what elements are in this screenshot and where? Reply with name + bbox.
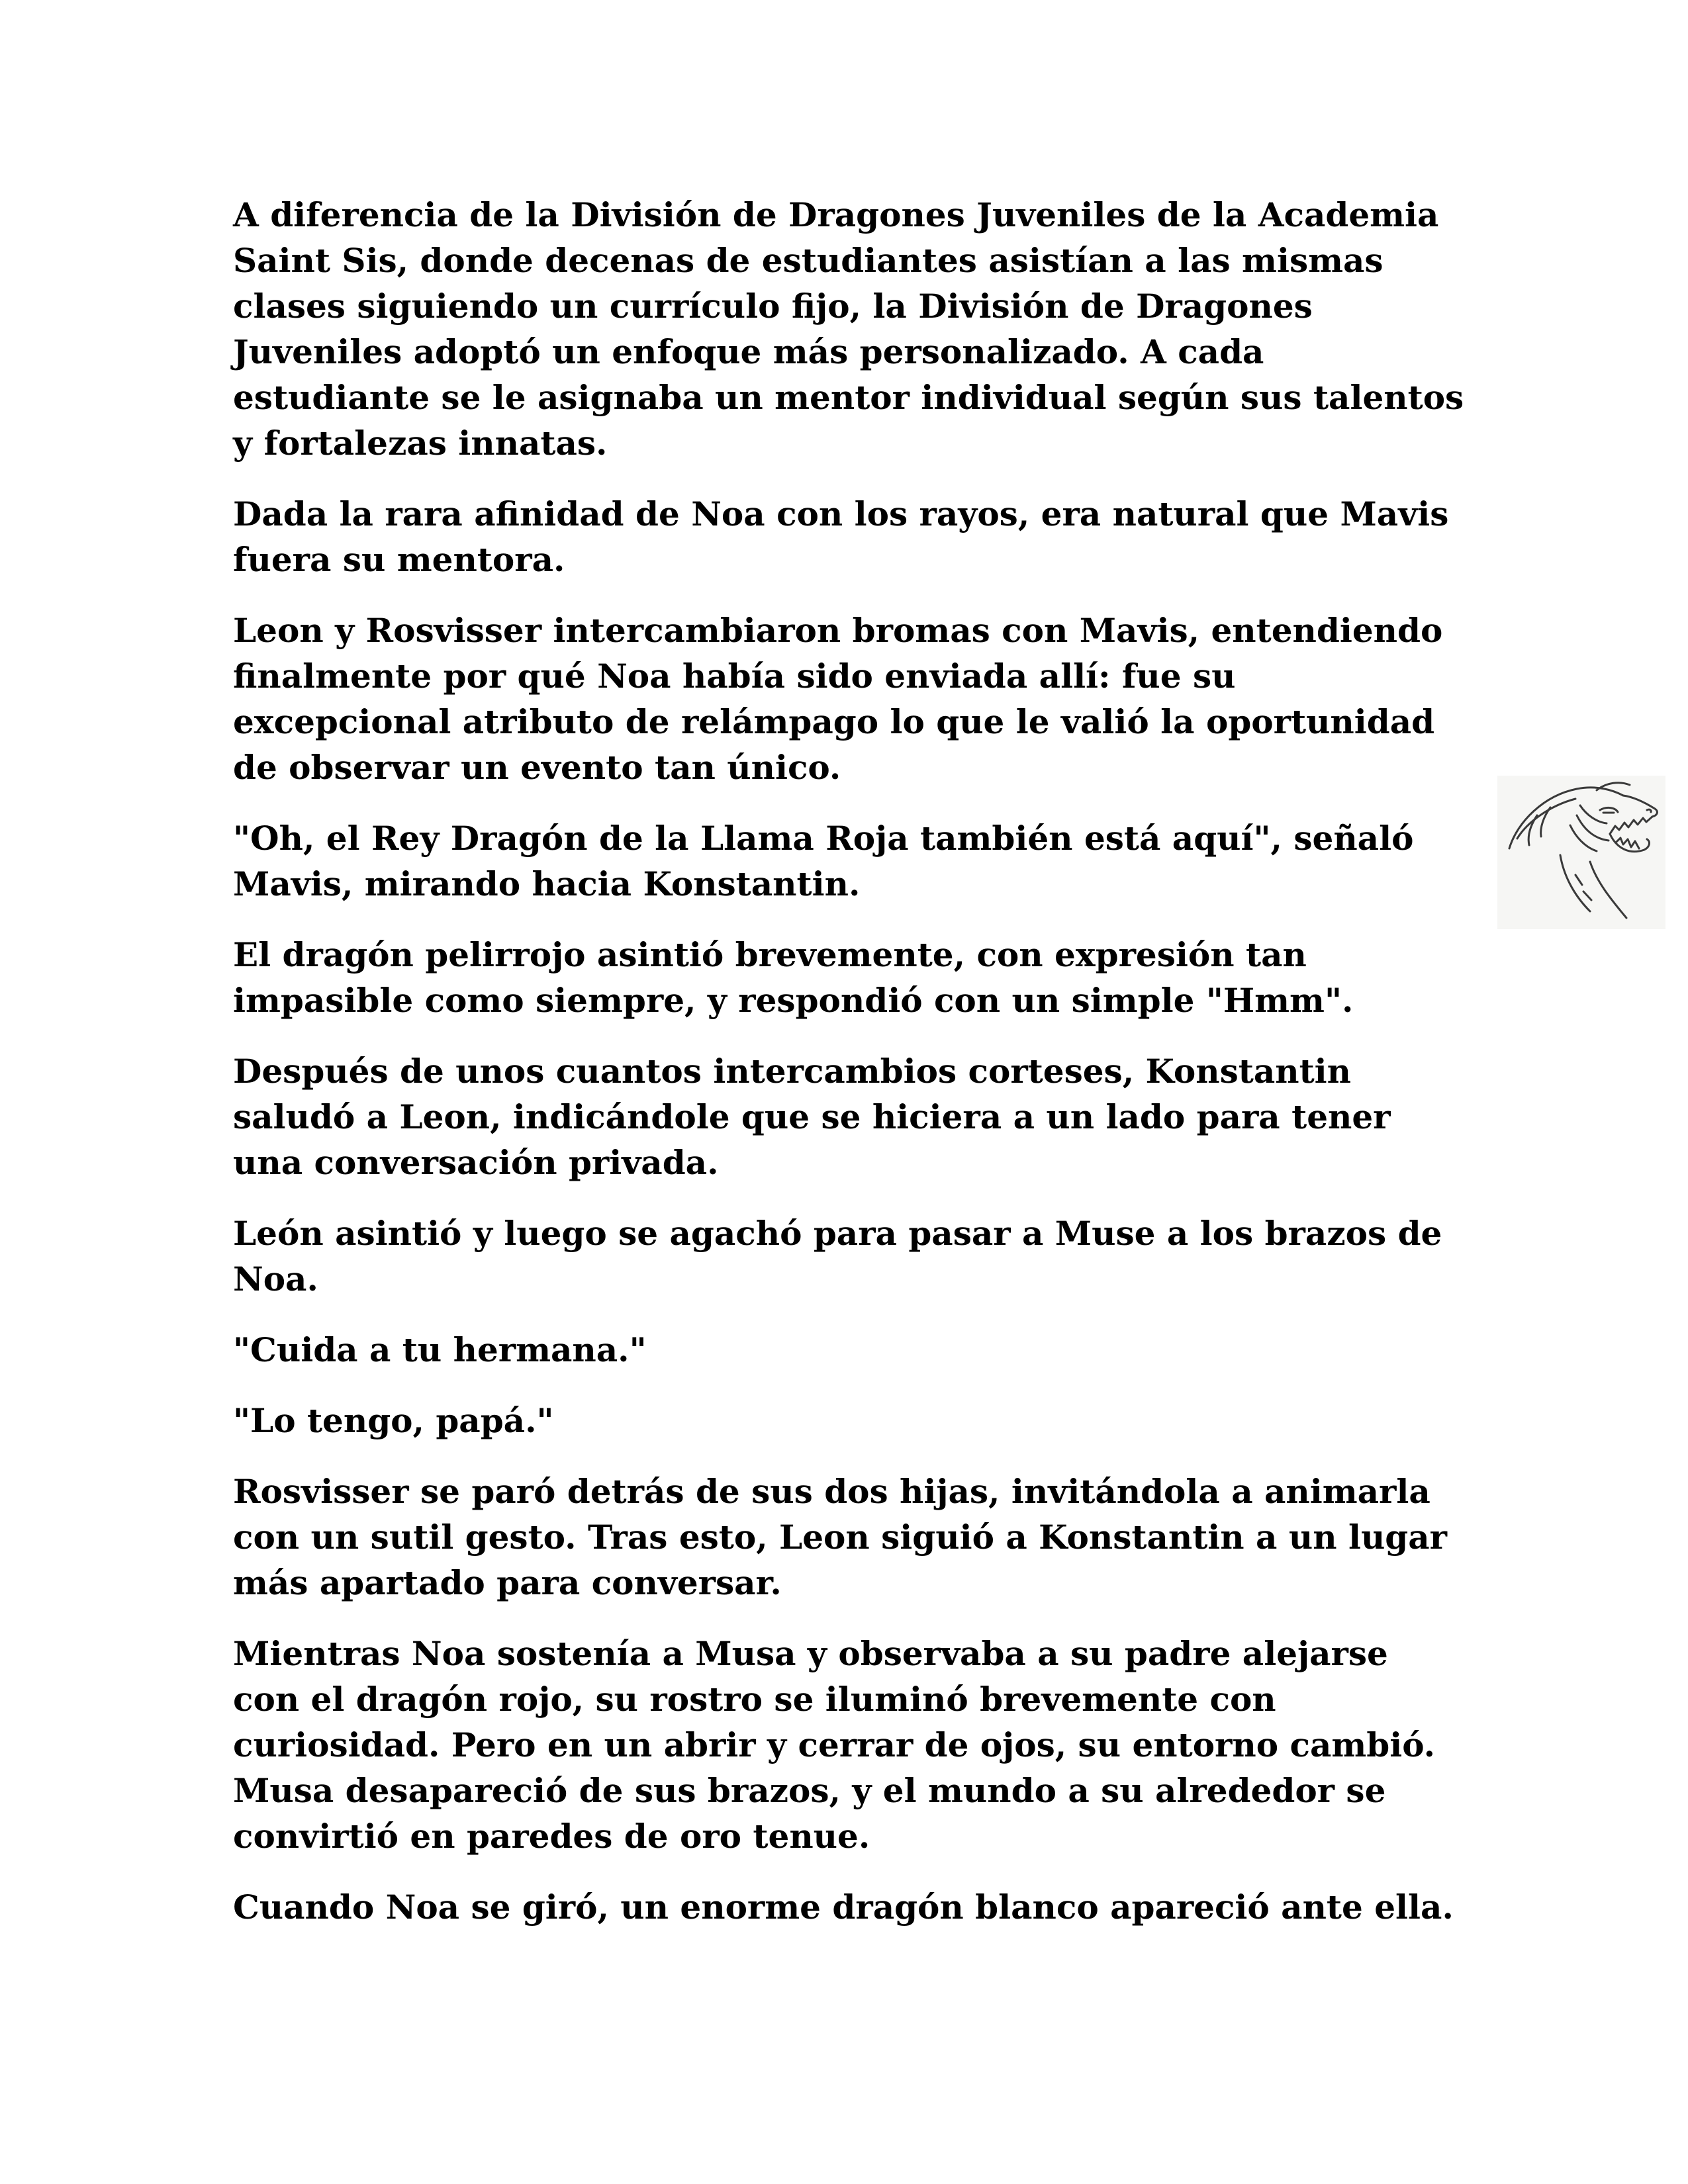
paragraph: León asintió y luego se agachó para pasar a Muse a los brazos de Noa. — [233, 1214, 1442, 1298]
paragraph: Cuando Noa se giró, un enorme dragón blanco apareció ante ella. — [233, 1888, 1454, 1927]
paragraph: Leon y Rosvisser intercambiaron bromas con Mavis, entendiendo finalmente por qué Noa había sido enviada allí: fue su excepcional atributo de relámpago lo que le valió la oportunidad de observar un evento tan único. — [233, 611, 1443, 787]
paragraph: Rosvisser se paró detrás de sus dos hijas, invitándola a animarla con un sutil gesto. Tras esto, Leon siguió a Konstantin a un lugar más apartado para conversar. — [233, 1472, 1448, 1602]
paragraph: El dragón pelirrojo asintió brevemente, con expresión tan impasible como siempre, y respondió con un simple "Hmm". — [233, 935, 1354, 1020]
dialogue-line: "Cuida a tu hermana." — [233, 1330, 647, 1369]
paragraph: Después de unos cuantos intercambios corteses, Konstantin saludó a Leon, indicándole que se hiciera a un lado para tener una conversación privada. — [233, 1052, 1391, 1182]
paragraph: A diferencia de la División de Dragones Juveniles de la Academia Saint Sis, donde decenas de estudiantes asistían a las mismas clases siguiendo un currículo fijo, la División de Dragones Juveniles adoptó un enfoque más personalizado. A cada estudiante se le asignaba un mentor individual según sus talentos y fortalezas innatas. — [233, 195, 1464, 463]
dragon-head-sketch-icon — [1497, 776, 1665, 929]
paragraph: Dada la rara afinidad de Noa con los rayos, era natural que Mavis fuera su mentora. — [233, 494, 1449, 579]
dialogue-line: "Lo tengo, papá." — [233, 1401, 554, 1440]
body-text — [233, 192, 1464, 1955]
paragraph: "Oh, el Rey Dragón de la Llama Roja también está aquí", señaló Mavis, mirando hacia Konstantin. — [233, 819, 1414, 903]
paragraph: Mientras Noa sostenía a Musa y observaba a su padre alejarse con el dragón rojo, su rostro se iluminó brevemente con curiosidad. Pero en un abrir y cerrar de ojos, su entorno cambió. Musa desapareció de sus brazos, y el mundo a su alrededor se convirtió en paredes de oro tenue. — [233, 1634, 1436, 1856]
